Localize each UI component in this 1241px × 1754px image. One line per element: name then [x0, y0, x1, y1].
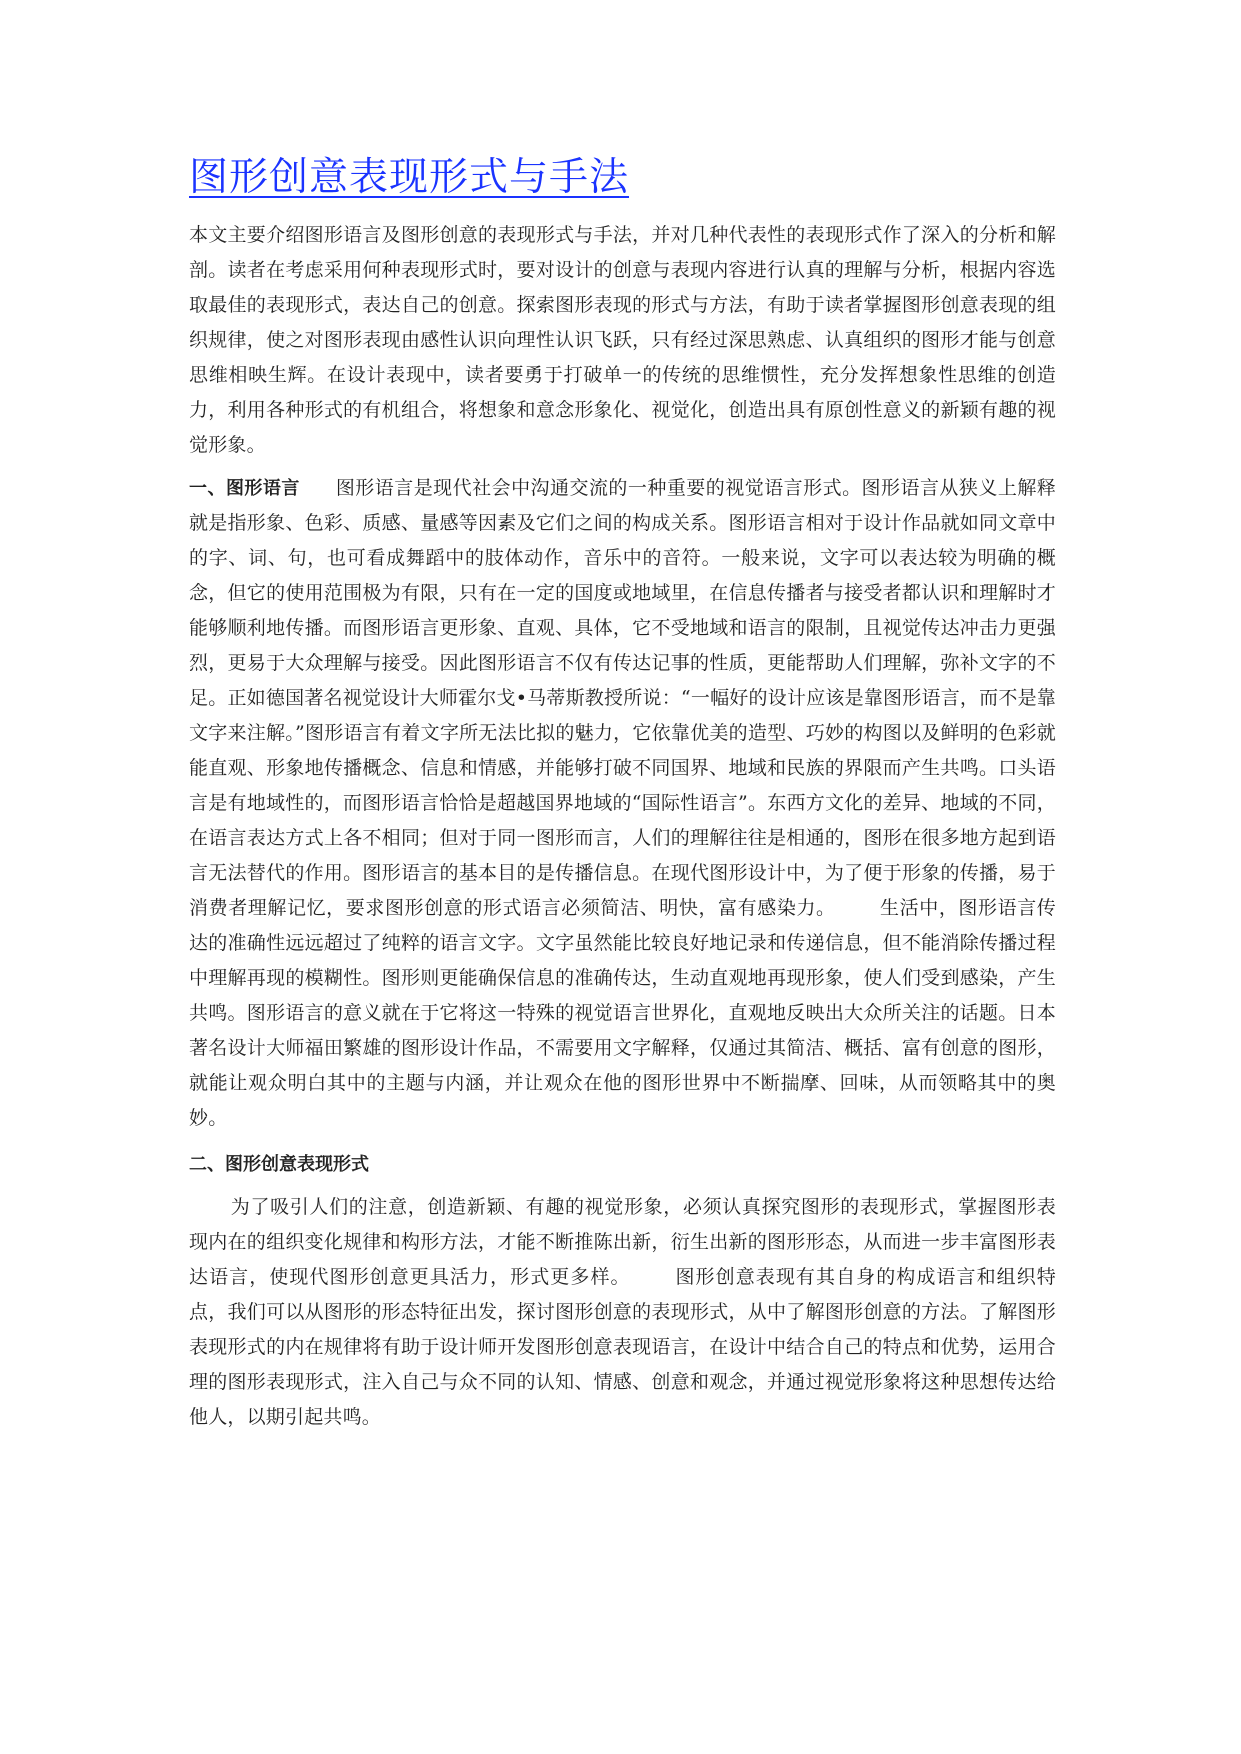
section1-text-part1: 图形语言是现代社会中沟通交流的一种重要的视觉语言形式。图形语言从狭义上解释就是指形象、色彩、质感、量感等因素及它们之间的构成关系。图形语言相对于设计作品就如同文章中的字、词、句，也可看成舞蹈中的肢体动作，音乐中的音符。一般来说，文字可以表达较为明确的概念，但它的使用范围极为有限，只有在一定的国度或地域里，在信息传播者与接受者都认识和理解时才能够顺利地传播。而图形语言更形象、直观、具体，它不受地域和语言的限制，且视觉传达冲击力更强烈，更易于大众理解与接受。因此图形语言不仅有传达记事的性质，更能帮助人们理解，弥补文字的不足。正如德国著名视觉设计大师霍尔戈•马蒂斯教授所说：“一幅好的设计应该是靠图形语言，而不是靠文字来注解。”图形语言有着文字所无法比拟的魅力，它依靠优美的造型、巧妙的构图以及鲜明的色彩就能直观、形象地传播概念、信息和情感，并能够打破不同国界、地域和民族的界限而产生共鸣。口头语言是有地域性的，而图形语言恰恰是超越国界地域的“国际性语言”。东西方文化的差异、地域的不同，在语言表达方式上各不相同；但对于同一图形而言，人们的理解往往是相通的，图形在很多地方起到语言无法替代的作用。图形语言的基本目的是传播信息。在现代图形设计中，为了便于形象的传播，易于消费者理解记忆，要求图形创意的形式语言必须简洁、明快，富有感染力。 [189, 477, 1056, 919]
section1-paragraph [189, 471, 1056, 1136]
section2-text-part1: 为了吸引人们的注意，创造新颖、有趣的视觉形象，必须认真探究图形的表现形式，掌握图形表现内在的组织变化规律和构形方法，才能不断推陈出新，衍生出新的图形形态，从而进一步丰富图形表达语言，使现代图形创意更具活力，形式更多样。 [189, 1196, 1056, 1288]
document-title-link[interactable]: 图形创意表现形式与手法 [189, 155, 630, 200]
intro-paragraph: 本文主要介绍图形语言及图形创意的表现形式与手法，并对几种代表性的表现形式作了深入的分析和解剖。读者在考虑采用何种表现形式时，要对设计的创意与表现内容进行认真的理解与分析，根据内容选取最佳的表现形式，表达自己的创意。探索图形表现的形式与方法，有助于读者掌握图形创意表现的组织规律，使之对图形表现由感性认识向理性认识飞跃，只有经过深思熟虑、认真组织的图形才能与创意思维相映生辉。在设计表现中，读者要勇于打破单一的传统的思维惯性，充分发挥想象性思维的创造力，利用各种形式的有机组合，将想象和意念形象化、视觉化，创造出具有原创性意义的新颖有趣的视觉形象。 [189, 224, 1056, 456]
section1-text-part2: 生活中，图形语言传达的准确性远远超过了纯粹的语言文字。文字虽然能比较良好地记录和传递信息，但不能消除传播过程中理解再现的模糊性。图形则更能确保信息的准确传达，生动直观地再现形象，使人们受到感染，产生共鸣。图形语言的意义就在于它将这一特殊的视觉语言世界化，直观地反映出大众所关注的话题。日本著名设计大师福田繁雄的图形设计作品，不需要用文字解释，仅通过其简洁、概括、富有创意的图形，就能让观众明白其中的主题与内涵，并让观众在他的图形世界中不断揣摩、回味，从而领略其中的奥妙。 [189, 897, 1056, 1129]
document-page [189, 148, 1056, 1435]
section2-paragraph [189, 1190, 1056, 1435]
section2-text-part2: 图形创意表现有其自身的构成语言和组织特点，我们可以从图形的形态特征出发，探讨图形创意的表现形式，从中了解图形创意的方法。了解图形表现形式的内在规律将有助于设计师开发图形创意表现语言，在设计中结合自己的特点和优势，运用合理的图形表现形式，注入自己与众不同的认知、情感、创意和观念，并通过视觉形象将这种思想传达给他人，以期引起共鸣。 [189, 1266, 1056, 1428]
section1-heading: 一、图形语言 [189, 478, 300, 499]
section2-heading: 二、图形创意表现形式 [189, 1154, 369, 1175]
